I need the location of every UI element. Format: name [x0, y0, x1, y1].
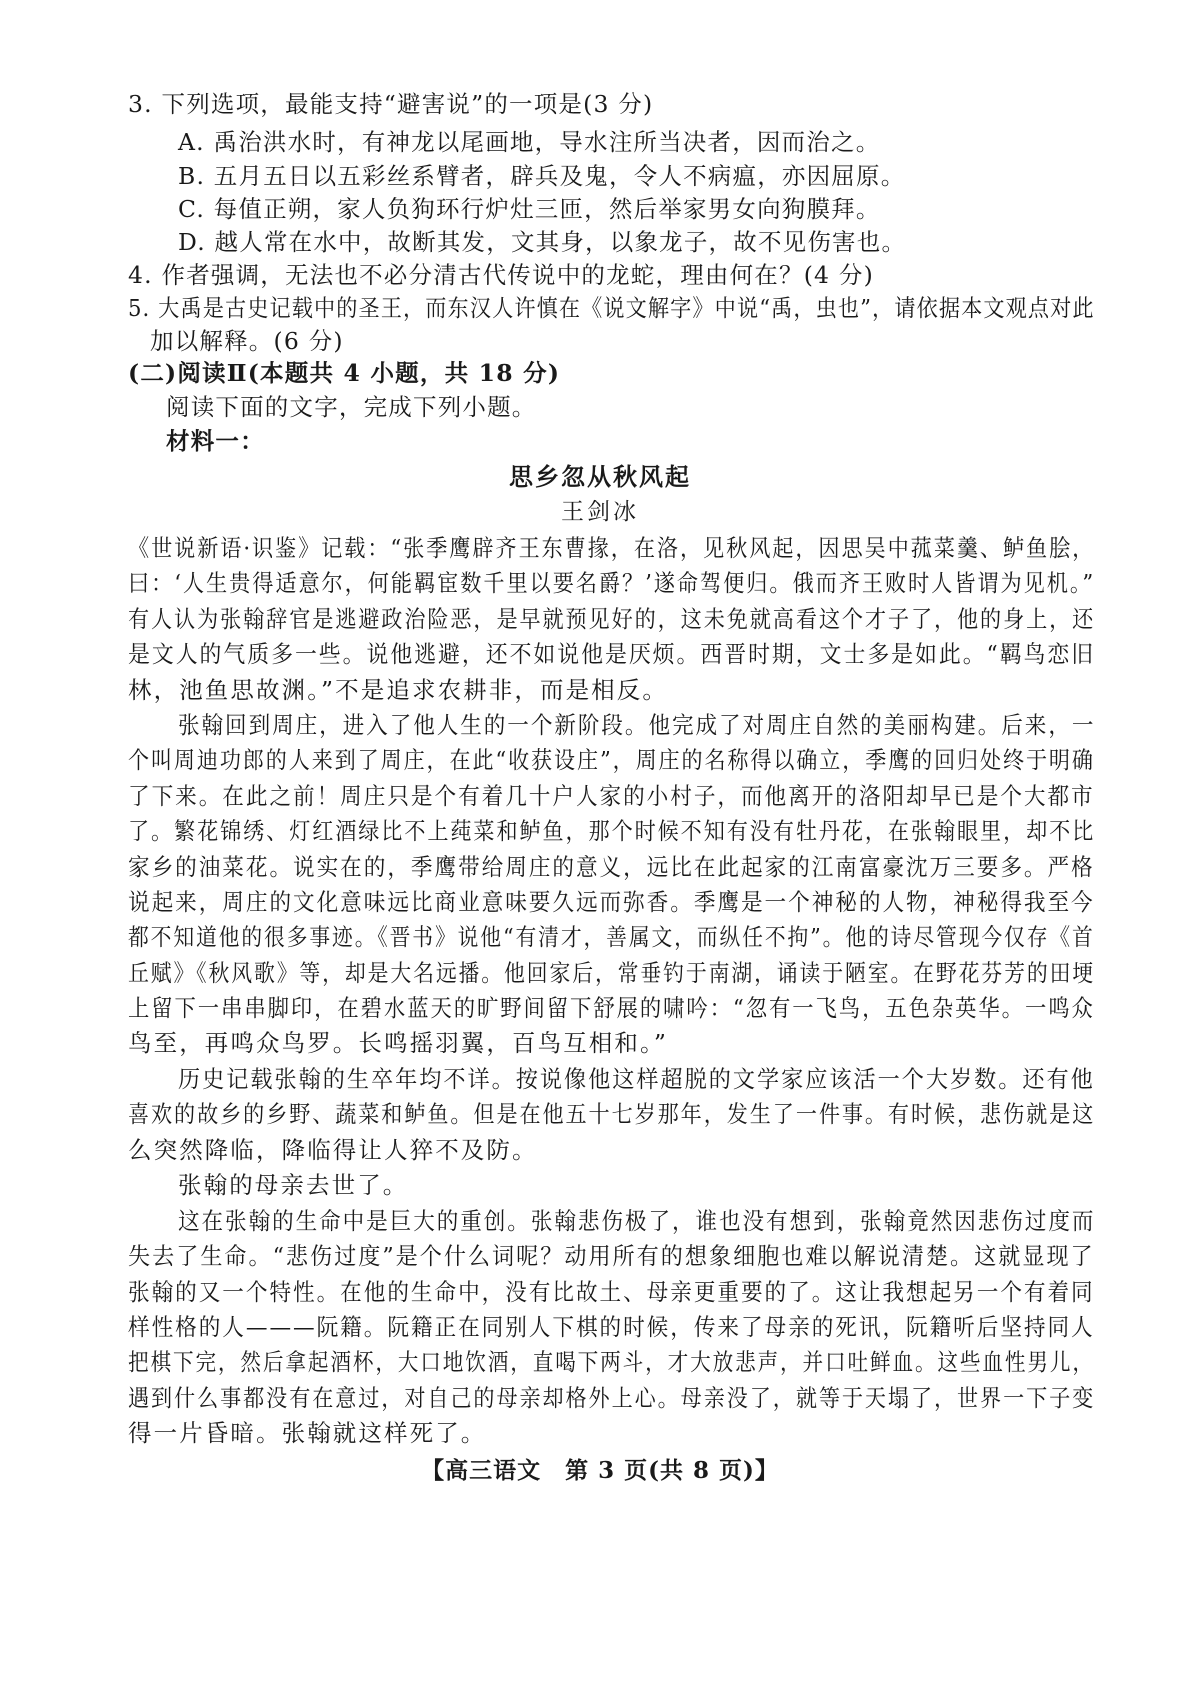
article-p2-line: 家乡的油菜花。说实在的，季鹰带给周庄的意义，远比在此起家的江南富豪沈万三要多。严格: [128, 853, 1095, 881]
article-p5-line: 张翰的又一个特性。在他的生命中，没有比故土、母亲更重要的了。这让我想起另一个有着同: [128, 1278, 1095, 1306]
article-p2-line: 都不知道他的很多事迹。《晋书》说他“有清才，善属文，而纵任不拘”。他的诗尽管现今仅存《首: [128, 923, 1095, 951]
article-p2-line: 个叫周迪功郎的人来到了周庄，在此“收获设庄”，周庄的名称得以确立，季鹰的回归处终于明确: [128, 746, 1095, 774]
section-instruction: 阅读下面的文字，完成下列小题。: [166, 393, 537, 421]
material-label: 材料一：: [166, 427, 265, 455]
article-p2-line: 了下来。在此之前！周庄只是个有着几十户人家的小村子，而他离开的洛阳却早已是个大都市: [128, 782, 1095, 810]
question-3-option-b: B. 五月五日以五彩丝系臂者，辟兵及鬼，令人不病瘟，亦因屈原。: [178, 162, 906, 190]
article-p3-line: 喜欢的故乡的乡野、蔬菜和鲈鱼。但是在他五十七岁那年，发生了一件事。有时候，悲伤就是这: [128, 1100, 1096, 1128]
question-5-line-2: 加以解释。(6 分): [150, 327, 344, 355]
question-3-option-a: A. 禹治洪水时，有神龙以尾画地，导水注所当决者，因而治之。: [178, 128, 881, 156]
article-p3-line: 历史记载张翰的生卒年均不详。按说像他这样超脱的文学家应该活一个大岁数。还有他: [178, 1065, 1095, 1093]
article-author: 王剑冰: [561, 499, 639, 525]
article-p4: 张翰的母亲去世了。: [178, 1171, 409, 1199]
article-p5-line: 把棋下完，然后拿起酒杯，大口地饮酒，直喝下两斗，才大放悲声，并口吐鲜血。这些血性男儿，: [128, 1348, 1095, 1376]
article-p1-line: 是文人的气质多一些。说他逃避，还不如说他是厌烦。西晋时期，文士多是如此。“羁鸟恋旧: [128, 640, 1096, 668]
article-p2-line: 鸟至，再鸣众鸟罗。长鸣摇羽翼，百鸟互相和。”: [128, 1029, 668, 1057]
article-p5-line: 这在张翰的生命中是巨大的重创。张翰悲伤极了，谁也没有想到，张翰竟然因悲伤过度而: [178, 1207, 1096, 1235]
question-3-option-c: C. 每值正朔，家人负狗环行炉灶三匝，然后举家男女向狗膜拜。: [178, 195, 881, 223]
question-4: 4. 作者强调，无法也不必分清古代传说中的龙蛇，理由何在？(4 分): [128, 261, 874, 289]
page-footer: 【高三语文 第 3 页(共 8 页)】: [421, 1457, 779, 1484]
article-title: 思乡忽从秋风起: [509, 462, 691, 491]
article-p5-line: 样性格的人———阮籍。阮籍正在同别人下棋的时候，传来了母亲的死讯，阮籍听后坚持同人: [128, 1313, 1095, 1341]
article-p5-line: 遇到什么事都没有在意过，对自己的母亲却格外上心。母亲没了，就等于天塌了，世界一下子变: [128, 1384, 1096, 1412]
question-5-line-1: 5. 大禹是古史记载中的圣王，而东汉人许慎在《说文解字》中说“禹，虫也”，请依据本文观点对此: [128, 294, 1095, 322]
article-p1-line: 有人认为张翰辞官是逃避政治险恶，是早就预见好的，这未免就高看这个才子了，他的身上，还: [128, 605, 1096, 633]
section-heading: (二)阅读Ⅱ(本题共 4 小题，共 18 分): [128, 359, 561, 387]
article-p1-line: 《世说新语·识鉴》记载：“张季鹰辟齐王东曹掾，在洛，见秋风起，因思吴中菰菜羹、鲈鱼脍，: [128, 534, 1096, 562]
article-p2-line: 了。繁花锦绣、灯红酒绿比不上莼菜和鲈鱼，那个时候不知有没有牡丹花，在张翰眼里，却不比: [128, 817, 1096, 845]
article-p2-line: 上留下一串串脚印，在碧水蓝天的旷野间留下舒展的啸吟：“忽有一飞鸟，五色杂英华。一鸣众: [128, 994, 1095, 1022]
article-p1-line: 林，池鱼思故渊。”不是追求农耕非，而是相反。: [128, 676, 668, 704]
article-p2-line: 说起来，周庄的文化意味远比商业意味要久远而弥香。季鹰是一个神秘的人物，神秘得我至今: [128, 888, 1095, 916]
article-p3-line: 么突然降临，降临得让人猝不及防。: [128, 1136, 538, 1164]
article-p1-line: 曰：‘人生贵得适意尔，何能羁宦数千里以要名爵？’遂命驾便归。俄而齐王败时人皆谓为见机。”: [128, 569, 1096, 597]
article-p5-line: 失去了生命。“悲伤过度”是个什么词呢？动用所有的想象细胞也难以解说清楚。这就显现了: [128, 1242, 1095, 1270]
article-p5-line: 得一片昏暗。张翰就这样死了。: [128, 1419, 487, 1447]
article-p2-line: 张翰回到周庄，进入了他人生的一个新阶段。他完成了对周庄自然的美丽构建。后来，一: [178, 711, 1096, 739]
question-3-option-d: D. 越人常在水中，故断其发，文其身，以象龙子，故不见伤害也。: [178, 228, 907, 256]
article-p2-line: 丘赋》《秋风歌》等，却是大名远播。他回家后，常垂钓于南湖，诵读于陋室。在野花芬芳的田埂: [128, 959, 1096, 987]
question-3-stem: 3. 下列选项，最能支持“避害说”的一项是(3 分): [128, 90, 654, 118]
